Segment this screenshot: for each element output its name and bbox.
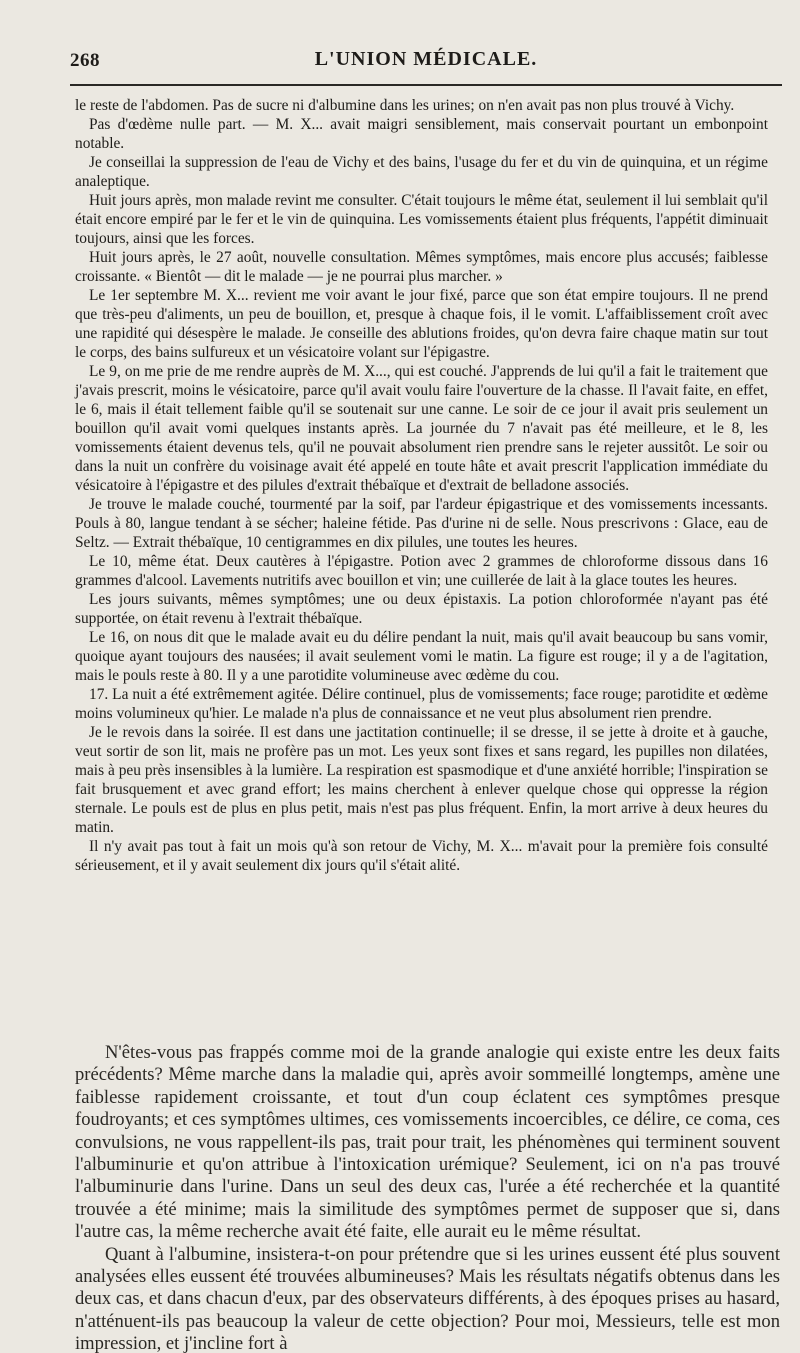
lecture-commentary (75, 1042, 780, 1353)
paragraph: Il n'y avait pas tout à fait un mois qu'à son retour de Vichy, M. X... m'avait pour la première fois consulté sérieusement, et il y avait seulement dix jours qu'il s'était alité. (75, 838, 768, 874)
page-header (70, 48, 782, 74)
header-rule (70, 84, 782, 86)
paragraph: 17. La nuit a été extrêmement agitée. Délire continuel, plus de vomissements; face rouge; parotidite et œdème moins volumineux qu'hier. Le malade n'a plus de connaissance et ne veut plus absolument rien prendre. (75, 686, 768, 722)
paragraph: le reste de l'abdomen. Pas de sucre ni d'albumine dans les urines; on n'en avait pas non plus trouvé à Vichy. (75, 97, 735, 114)
paragraph: Je trouve le malade couché, tourmenté par la soif, par l'ardeur épigastrique et des vomissements incessants. Pouls à 80, langue tendant à se sécher; haleine fétide. Pas d'urine ni de selle. Nous prescrivons : Glace, eau de Seltz. — Extrait thébaïque, 10 centigrammes en dix pilules, une toutes les heures. (75, 496, 768, 551)
paragraph: Les jours suivants, mêmes symptômes; une ou deux épistaxis. La potion chloroformée n'ayant pas été supportée, on était revenu à l'extrait thébaïque. (75, 591, 768, 627)
paragraph: Je le revois dans la soirée. Il est dans une jactitation continuelle; il se dresse, il se jette à droite et à gauche, veut sortir de son lit, mais ne profère pas un mot. Les yeux sont fixes et sans regard, les pupilles non dilatées, mais à peu près insensibles à la lumière. La respiration est spasmodique et d'une anxiété horrible; l'inspiration se fait brusquement et avec grand effort; les mains cherchent à enlever quelque chose qui oppresse la région sternale. Le pouls est de plus en plus petit, mais n'est pas plus fréquent. Enfin, la mort arrive à deux heures du matin. (75, 724, 768, 836)
paragraph: Huit jours après, mon malade revint me consulter. C'était toujours le même état, seulement il lui semblait qu'il était encore empiré par le fer et le vin de quinquina. Les vomissements étaient plus fréquents, l'appétit diminuait toujours, ainsi que les forces. (75, 192, 768, 247)
paragraph: Le 9, on me prie de me rendre auprès de M. X..., qui est couché. J'apprends de lui qu'il a fait le traitement que j'avais prescrit, moins le vésicatoire, parce qu'il avait voulu faire l'ouverture de la chasse. Il l'avait faite, en effet, le 6, mais il était tellement faible qu'il se soutenait sur une canne. Le soir de ce jour il avait pris seulement un bouillon qu'il avait vomi quelques instants après. La journée du 7 n'avait pas été meilleure, et le 8, les vomissements étaient devenus tels, qu'il ne pouvait absolument rien prendre sans le rejeter aussitôt. Le soir ou dans la nuit un confrère du voisinage avait été appelé en toute hâte et avait prescrit l'application immédiate du vésicatoire à l'épigastre et des pilules d'extrait thébaïque et d'extrait de belladone associés. (75, 363, 768, 494)
case-report-text (75, 96, 768, 875)
paragraph: Quant à l'albumine, insistera-t-on pour prétendre que si les urines eussent été plus souvent analysées elles eussent été trouvées albumineuses? Mais les résultats négatifs obtenus dans les deux cas, et dans chacun d'eux, par des observateurs différents, à des époques prises au hasard, n'atténuent-ils pas beaucoup la valeur de cette objection? Pour moi, Messieurs, telle est mon impression, et j'incline fort à (75, 1243, 780, 1353)
paragraph: Le 1er septembre M. X... revient me voir avant le jour fixé, parce que son état empire toujours. Il ne prend que très-peu d'aliments, un peu de bouillon, et, presque à chaque fois, il le vomit. L'affaiblissement croît avec une rapidité qui désespère le malade. Je conseille des ablutions froides, qu'on devra faire chaque matin sur tout le corps, des bains sulfureux et un vésicatoire volant sur l'épigastre. (75, 287, 768, 361)
paragraph: Je conseillai la suppression de l'eau de Vichy et des bains, l'usage du fer et du vin de quinquina, et un régime analeptique. (75, 154, 768, 190)
paragraph: Le 10, même état. Deux cautères à l'épigastre. Potion avec 2 grammes de chloroforme dissous dans 16 grammes d'alcool. Lavements nutritifs avec bouillon et vin; une cuillerée de lait à la glace toutes les heures. (75, 553, 768, 589)
paragraph: Huit jours après, le 27 août, nouvelle consultation. Mêmes symptômes, mais encore plus accusés; faiblesse croissante. « Bientôt — dit le malade — je ne pourrai plus marcher. » (75, 249, 768, 285)
running-title: L'UNION MÉDICALE. (314, 48, 538, 70)
paragraph: Pas d'œdème nulle part. — M. X... avait maigri sensiblement, mais conservait pourtant un embonpoint notable. (75, 116, 768, 152)
page-number: 268 (70, 50, 100, 71)
paragraph: Le 16, on nous dit que le malade avait eu du délire pendant la nuit, mais qu'il avait beaucoup bu sans vomir, quoique ayant toujours des nausées; il avait seulement vomi le matin. La figure est rouge; il y a de l'agitation, mais le pouls reste à 80. Il y a une parotidite volumineuse avec œdème du cou. (75, 629, 768, 684)
paragraph: N'êtes-vous pas frappés comme moi de la grande analogie qui existe entre les deux faits précédents? Même marche dans la maladie qui, après avoir sommeillé longtemps, amène une faiblesse rapidement croissante, et tout d'un coup éclatent ces symptômes presque foudroyants; et ces symptômes ultimes, ces vomissements incoercibles, ce délire, ce coma, ces convulsions, ne vous rappellent-ils pas, trait pour trait, les phénomènes qui terminent souvent l'albuminurie et qu'on attribue à l'intoxication urémique? Seulement, ici on n'a pas trouvé l'albuminurie dans l'urine. Dans un seul des deux cas, l'urée a été recherchée et la quantité trouvée a été minime; mais la similitude des symptômes permet de supposer que si, dans l'autre cas, la même recherche avait été faite, elle aurait eu le même résultat. (75, 1042, 780, 1243)
